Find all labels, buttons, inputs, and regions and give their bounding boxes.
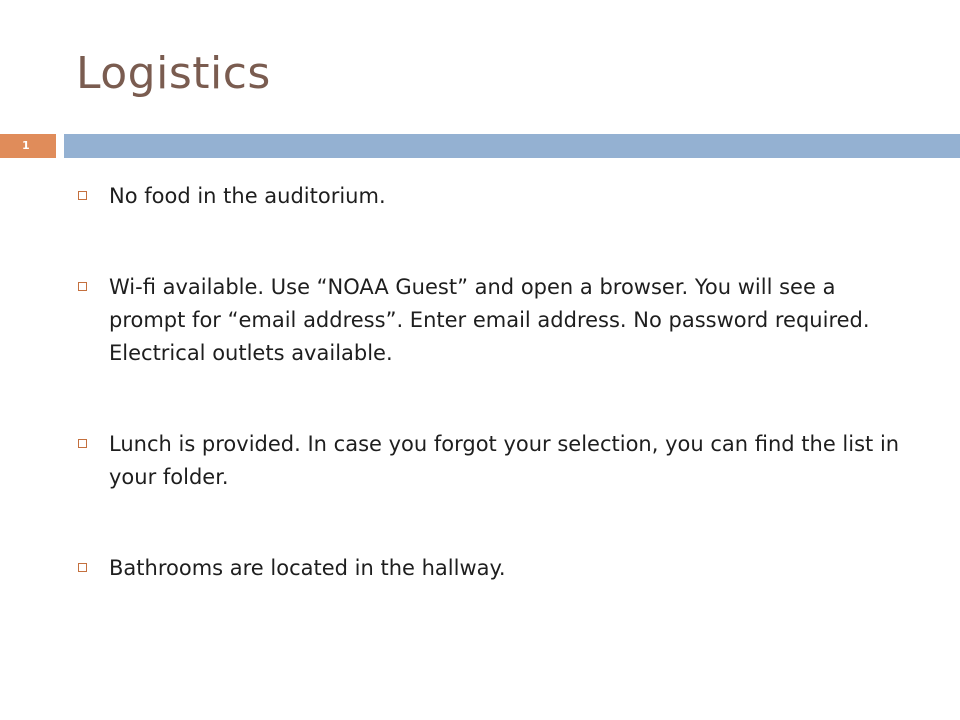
bullet-text: Lunch is provided. In case you forgot your selection, you can find the list in your folder. (109, 432, 900, 489)
slide-title: Logistics (76, 48, 271, 99)
bullet-text: Bathrooms are located in the hallway. (109, 556, 506, 580)
square-bullet-icon (78, 282, 87, 291)
bullet-text: Wi-fi available. Use “NOAA Guest” and open a browser. You will see a prompt for “email address”. Enter email address. No password required. Electrical outlets available. (109, 275, 870, 365)
square-bullet-icon (78, 439, 87, 448)
square-bullet-icon (78, 191, 87, 200)
bullet-item (78, 428, 918, 494)
bullet-item (78, 271, 918, 370)
slide-number-box (0, 134, 56, 158)
title-accent-bar (64, 134, 960, 158)
bullet-item (78, 552, 918, 585)
slide-number: 1 (22, 139, 30, 152)
square-bullet-icon (78, 563, 87, 572)
bullet-text: No food in the auditorium. (109, 184, 386, 208)
bullet-list (78, 180, 918, 585)
bullet-item (78, 180, 918, 213)
